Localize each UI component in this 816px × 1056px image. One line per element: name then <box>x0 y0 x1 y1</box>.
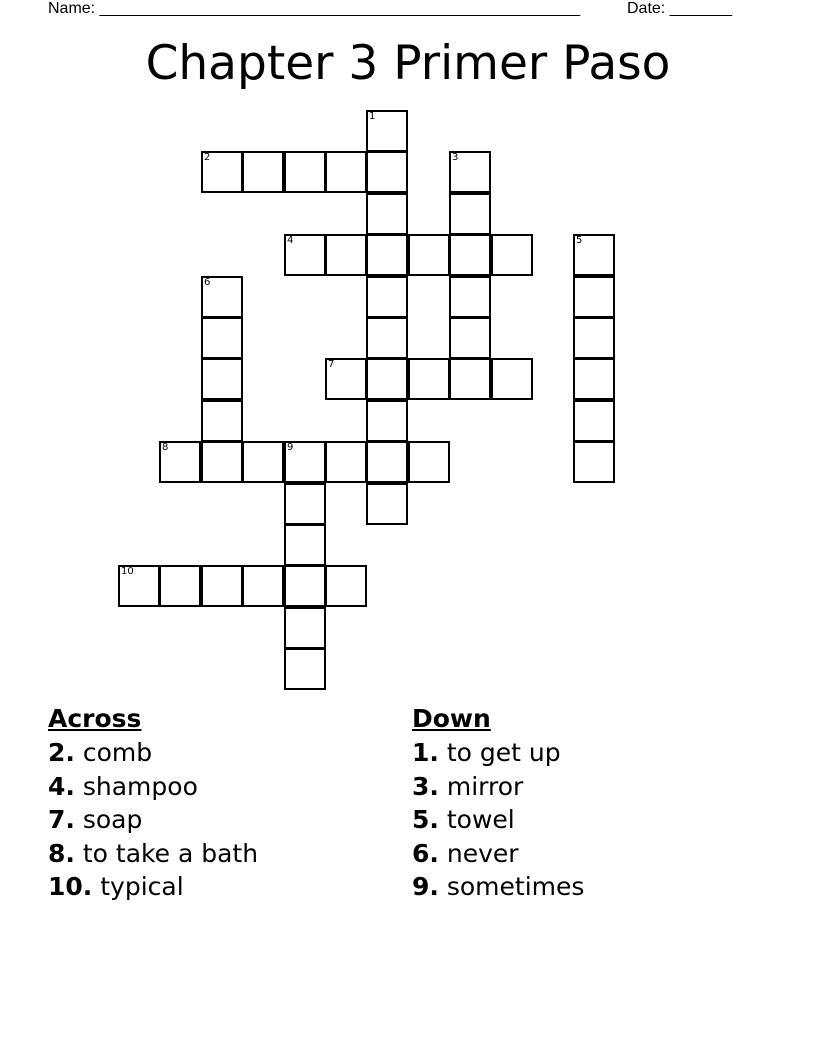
across-clues <box>48 702 258 904</box>
cell-number: 8 <box>162 442 169 453</box>
grid-cell[interactable] <box>325 565 367 607</box>
cell-number: 5 <box>576 235 583 246</box>
grid-cell[interactable] <box>366 151 408 193</box>
grid-cell[interactable] <box>449 276 491 318</box>
grid-cell[interactable] <box>284 441 326 483</box>
cell-number: 9 <box>287 442 294 453</box>
date-line: Date: _______ <box>627 0 732 17</box>
grid-cell[interactable] <box>573 317 615 359</box>
grid-cell[interactable] <box>118 565 160 607</box>
grid-cell[interactable] <box>573 276 615 318</box>
grid-cell[interactable] <box>366 110 408 152</box>
grid-cell[interactable] <box>201 565 243 607</box>
clue-down-6 <box>412 837 584 871</box>
grid-cell[interactable] <box>449 151 491 193</box>
grid-cell[interactable] <box>366 358 408 400</box>
clue-number: 3. <box>412 771 439 801</box>
cell-number: 2 <box>204 152 211 163</box>
grid-cell[interactable] <box>201 151 243 193</box>
down-clues <box>412 702 584 904</box>
grid-cell[interactable] <box>284 607 326 649</box>
cell-number: 7 <box>328 359 335 370</box>
grid-cell[interactable] <box>201 400 243 442</box>
grid-cell[interactable] <box>449 234 491 276</box>
grid-cell[interactable] <box>573 234 615 276</box>
clue-text: to get up <box>446 738 561 767</box>
clue-across-8 <box>48 837 258 871</box>
cell-number: 6 <box>204 277 211 288</box>
clue-number: 7. <box>48 805 75 834</box>
cell-number: 3 <box>452 152 459 163</box>
clue-number: 6. <box>412 838 439 868</box>
clue-text: shampoo <box>82 771 198 801</box>
grid-cell[interactable] <box>366 483 408 525</box>
grid-cell[interactable] <box>201 441 243 483</box>
grid-cell[interactable] <box>201 358 243 400</box>
clue-down-9 <box>412 870 584 904</box>
grid-cell[interactable] <box>284 483 326 525</box>
grid-cell[interactable] <box>408 441 450 483</box>
page-title: Chapter 3 Primer Paso <box>145 36 671 91</box>
grid-cell[interactable] <box>325 234 367 276</box>
grid-cell[interactable] <box>491 358 533 400</box>
clue-text: never <box>446 838 519 868</box>
grid-cell[interactable] <box>201 317 243 359</box>
grid-cell[interactable] <box>325 358 367 400</box>
clue-number: 1. <box>412 738 439 767</box>
clue-down-3 <box>412 770 584 804</box>
grid-cell[interactable] <box>366 234 408 276</box>
grid-cell[interactable] <box>366 441 408 483</box>
clue-across-7 <box>48 803 258 837</box>
clue-text: typical <box>100 872 184 901</box>
grid-cell[interactable] <box>449 358 491 400</box>
grid-cell[interactable] <box>408 234 450 276</box>
clue-text: sometimes <box>446 872 585 901</box>
grid-cell[interactable] <box>242 151 284 193</box>
cell-number: 4 <box>287 235 294 246</box>
clue-number: 10. <box>48 872 93 901</box>
clue-across-4 <box>48 770 258 804</box>
grid-cell[interactable] <box>159 565 201 607</box>
clue-text: mirror <box>446 771 524 801</box>
cell-number: 1 <box>369 111 376 122</box>
clue-text: soap <box>82 805 143 834</box>
grid-cell[interactable] <box>491 234 533 276</box>
across-heading: Across <box>48 704 142 733</box>
down-heading: Down <box>412 704 491 733</box>
grid-cell[interactable] <box>284 234 326 276</box>
grid-cell[interactable] <box>284 151 326 193</box>
grid-cell[interactable] <box>449 193 491 235</box>
grid-cell[interactable] <box>573 358 615 400</box>
cell-number: 10 <box>121 566 134 577</box>
clue-text: to take a bath <box>82 838 259 868</box>
grid-cell[interactable] <box>449 317 491 359</box>
grid-cell[interactable] <box>284 524 326 566</box>
clue-number: 9. <box>412 872 439 901</box>
grid-cell[interactable] <box>325 441 367 483</box>
clue-across-2 <box>48 736 258 770</box>
grid-cell[interactable] <box>284 648 326 690</box>
grid-cell[interactable] <box>284 565 326 607</box>
clue-number: 8. <box>48 838 75 868</box>
grid-cell[interactable] <box>325 151 367 193</box>
grid-cell[interactable] <box>408 358 450 400</box>
grid-cell[interactable] <box>573 400 615 442</box>
grid-cell[interactable] <box>573 441 615 483</box>
grid-cell[interactable] <box>242 565 284 607</box>
grid-cell[interactable] <box>366 400 408 442</box>
name-line: Name: ______________________________________________________ <box>48 0 581 17</box>
grid-cell[interactable] <box>159 441 201 483</box>
clue-text: towel <box>446 805 515 834</box>
clue-down-1 <box>412 736 584 770</box>
clue-across-10 <box>48 870 258 904</box>
grid-cell[interactable] <box>242 441 284 483</box>
clue-down-5 <box>412 803 584 837</box>
clue-text: comb <box>82 738 153 767</box>
clue-number: 2. <box>48 738 75 767</box>
grid-cell[interactable] <box>201 276 243 318</box>
grid-cell[interactable] <box>366 317 408 359</box>
clue-number: 5. <box>412 805 439 834</box>
grid-cell[interactable] <box>366 193 408 235</box>
clue-number: 4. <box>48 771 75 801</box>
grid-cell[interactable] <box>366 276 408 318</box>
